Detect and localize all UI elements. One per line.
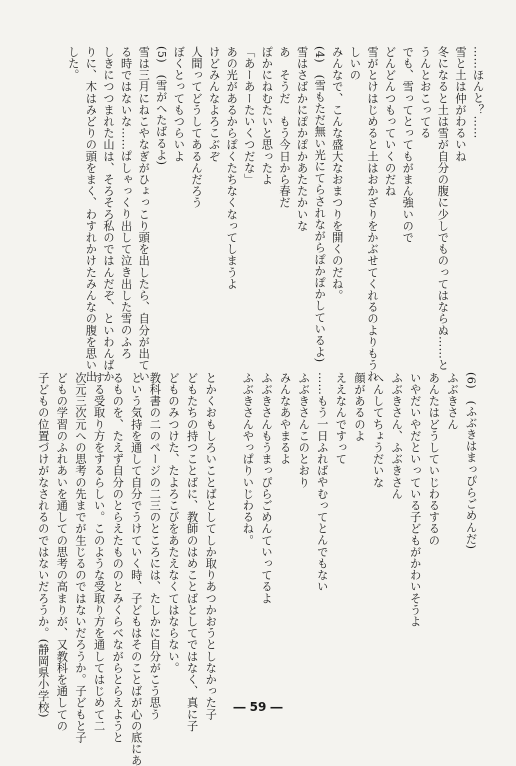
text-column: (6) (ふぶきはまっぴらごめんだ) xyxy=(464,372,478,550)
text-column: ふぶきさんもうまっぴらごめんていってるよ xyxy=(259,372,273,604)
text-column: 子どもの位置づけがなされるのではないだろうか。(静岡県小学校) xyxy=(36,372,50,718)
text-column: 冬になると土は雪が自分の腹に少しでものってはならぬ……と xyxy=(436,46,450,371)
text-column: あんたはどうしていじわるするの xyxy=(427,372,441,546)
text-column: しきにつつまれた山は、そろそろ私のではんだぞ、といわんばか xyxy=(101,46,115,383)
text-column: でも、雪ってとってもがまん強いので xyxy=(401,46,415,244)
text-column: した。 xyxy=(66,46,80,81)
text-column: あの光があるからぽくたちなくなってしまうよ xyxy=(225,46,239,290)
text-column: ふぶきさん、ふぶきさん xyxy=(390,372,404,500)
text-column: へんしてちょうだいな xyxy=(371,372,385,488)
text-column: ぼくとってもつらいよ xyxy=(172,46,186,162)
text-column: ……もう一日ふればやむってとんでもない xyxy=(315,372,329,593)
text-column: どもたちの持つことばに、教師のはめことばとしてではなく、真に子 xyxy=(185,372,199,732)
text-column: る時ではないな……ぱしゃっくり出して泣き出した雪のふろ xyxy=(119,46,133,360)
text-column: (4) (雪もただ無い光にてらされながらぽかぽかしているよ) xyxy=(313,46,327,363)
text-column: るものを、たえず自分のとらえたもののとみくらべながらとらえようと xyxy=(111,372,125,744)
text-column: 雪がとけはじめると土はおかざりをかぶせてくれるのよりもうれ xyxy=(365,46,379,383)
text-column: りに、木はみどりの頭をまく、わすれかけたみんなの腹を思い出 xyxy=(84,46,98,383)
text-column: (5) (雪がへたばるよ) xyxy=(154,46,168,166)
text-column: ふぶきさん xyxy=(445,372,459,430)
text-column: ぽかにねむたいと思ったよ xyxy=(260,46,274,186)
text-column: いやだいやだといっている子どもがかわいそうよ xyxy=(408,372,422,628)
text-column: 雪と土は仲がわるいね xyxy=(453,46,467,162)
text-column: という気持を通して自分でうけていく時、子どもはそのことばが心の底にあ xyxy=(129,372,143,766)
text-column: 雪は三月にねこやなぎがひょっこり頭を出したら、自分が出てい xyxy=(137,46,151,383)
text-column: 次元三次元への思考の先までが生じるのではないだろうか。子どもと子 xyxy=(73,372,87,744)
text-column: する受取り方をするらしい。このような受取り方を通してはじめて二 xyxy=(92,372,106,732)
text-column: しいの xyxy=(348,46,362,81)
text-column: 「あーあーたいくつだな」 xyxy=(242,46,256,186)
text-column: みんなで、こんな盛大なおまつりを開くのだね。 xyxy=(330,46,344,302)
text-column: とかくおもしろいことばとしてしか取りあつかおうとしなかった子 xyxy=(204,372,218,720)
text-column: どんどんつもっていくのだね xyxy=(383,46,397,197)
text-column: 教科書の二のページの二三のところには、たしかに自分がこう思う xyxy=(148,372,162,720)
text-column: 人間ってどうしてあるんだろう xyxy=(189,46,203,209)
text-column: 顔があるのよ xyxy=(352,372,366,442)
text-column: けどみんなよろこぶぞ xyxy=(207,46,221,162)
text-column: うんとおこってる xyxy=(418,46,432,139)
text-column: どものみつけた、たよろこびをあたえなくてはならない。 xyxy=(166,372,180,674)
text-column: ……ほんと？…… xyxy=(471,46,485,139)
text-column: ええなんですって xyxy=(334,372,348,465)
text-column: どもの学習のふれあいを通しての思考の高まりが、又教科を通しての xyxy=(55,372,69,732)
text-column: 雪はさばかにぽかぽかあたたかいな xyxy=(295,46,309,232)
text-column: みんなあやまるよ xyxy=(278,372,292,465)
text-column: ふぶきさんやっぱりいじわるね。 xyxy=(241,372,255,546)
text-column: あ そうだ もう今日から春だ xyxy=(277,46,291,209)
text-column: ふぶきさんこのとおり xyxy=(297,372,311,488)
page-number: ― 59 ― xyxy=(233,700,283,714)
